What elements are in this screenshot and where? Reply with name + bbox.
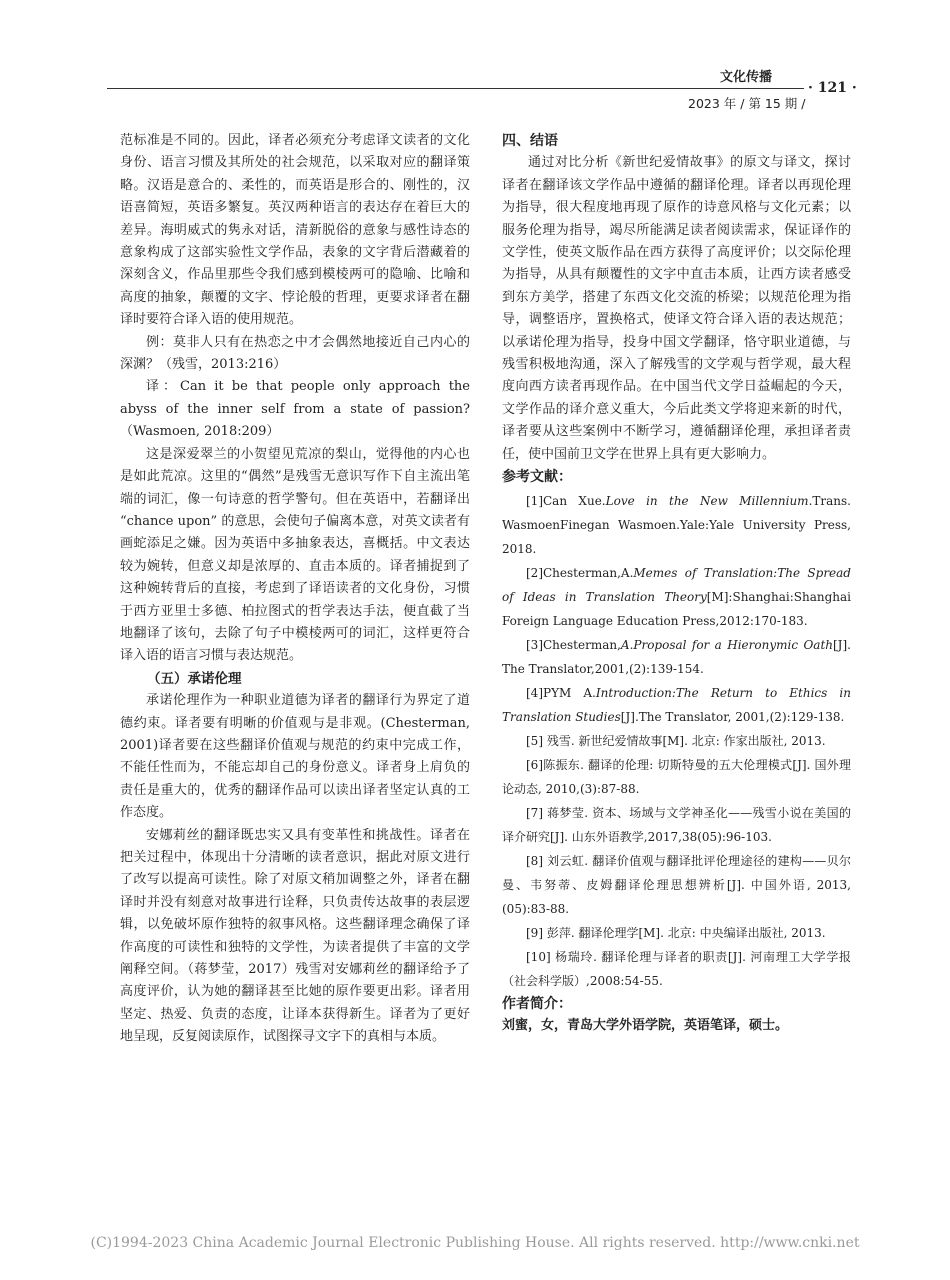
- reference-item: [10] 杨瑞玲. 翻译伦理与译者的职责[J]. 河南理工大学学报（社会科学版）,2008:54-55.: [502, 949, 851, 988]
- reference-item: [1]Can Xue.Love in the New Millennium.Trans. WasmoenFinegan Wasmoen.Yale:Yale University Press, 2018.: [502, 493, 851, 556]
- author-info: 刘蜜，女，青岛大学外语学院，英语笔译，硕士。: [502, 1017, 789, 1033]
- reference-item: [3]Chesterman,A.Proposal for a Hieronymic Oath[J]. The Translator,2001,(2):139-154.: [502, 637, 851, 676]
- reference-item: [8] 刘云虹. 翻译价值观与翻译批评伦理途径的建构——贝尔曼、韦努蒂、皮姆翻译伦理思想辨析[J]. 中国外语, 2013,(05):83-88.: [502, 853, 851, 916]
- reference-item: [7] 蒋梦莹. 资本、场域与文学神圣化——残雪小说在美国的译介研究[J]. 山东外语教学,2017,38(05):96-103.: [502, 805, 851, 844]
- subsection-heading: （五）承诺伦理: [147, 670, 242, 687]
- header-rule: [107, 88, 804, 89]
- reference-item: [2]Chesterman,A.Memes of Translation:The Spread of Ideas in Translation Theory[M]:Shanghai:Shanghai Foreign Language Education Press,2012:170-183.: [502, 565, 851, 628]
- reference-item: [5] 残雪. 新世纪爱情故事[M]. 北京: 作家出版社, 2013.: [526, 733, 826, 748]
- paragraph: 这是深爱翠兰的小贺望见荒凉的梨山，觉得他的内心也是如此荒凉。这里的“偶然”是残雪无意识写作下自主流出笔端的词汇，像一句诗意的哲学警句。但在英语中，若翻译出 “chance upon” 的意思，会使句子偏离本意，对英文读者有画蛇添足之嫌。因为英语中多抽象表达，喜概括。中文表达较为婉转，但意义却是浓厚的、直击本质的。译者捕捉到了这种婉转背后的直接，考虑到了译语读者的文化身份，习惯于西方亚里士多德、柏拉图式的哲学表达手法，便直截了当地翻译了该句，去除了句子中模棱两可的词汇，这样更符合译入语的语言习惯与表达规范。: [120, 446, 470, 664]
- issue-info: 2023 年 / 第 15 期 /: [688, 96, 806, 111]
- references-list: [502, 489, 851, 993]
- paragraph: 承诺伦理作为一种职业道德为译者的翻译行为界定了道德约束。译者要有明晰的价值观与是非观。(Chesterman, 2001)译者要在这些翻译价值观与规范的约束中完成工作，不能任性而为，不能忘却自己的身份意义。译者身上肩负的责任是重大的，优秀的翻译作品可以读出译者坚定认真的工作态度。: [120, 693, 470, 821]
- copyright-footer: (C)1994-2023 China Academic Journal Electronic Publishing House. All rights reserved. http://www.cnki.net: [90, 1235, 860, 1251]
- left-column: [120, 130, 470, 1049]
- section-heading: 四、结语: [502, 133, 558, 149]
- example-translation: 译：Can it be that people only approach the abyss of the inner self from a state of passion?（Wasmoen, 2018:209）: [120, 379, 470, 440]
- paragraph: 通过对比分析《新世纪爱情故事》的原文与译文，探讨译者在翻译该文学作品中遵循的翻译伦理。译者以再现伦理为指导，很大程度地再现了原作的诗意风格与文化元素；以服务伦理为指导，竭尽所能满足读者阅读需求，保证译作的文学性，使英文版作品在西方获得了高度评价；以交际伦理为指导，从具有颠覆性的文字中直击本质，让西方读者感受到东方美学，搭建了东西文化交流的桥梁；以规范伦理为指导，调整语序，置换格式，使译文符合译入语的表达规范；以承诺伦理为指导，投身中国文学翻译，恪守职业道德，与残雪积极地沟通，深入了解残雪的文学观与哲学观，最大程度向西方读者再现作品。在中国当代文学日益崛起的今天，文学作品的译介意义重大，今后此类文学将迎来新的时代，译者要从这些案例中不断学习，遵循翻译伦理，承担译者责任，使中国前卫文学在世界上具有更大影响力。: [502, 155, 851, 462]
- reference-item: [9] 彭萍. 翻译伦理学[M]. 北京: 中央编译出版社, 2013.: [526, 925, 826, 940]
- author-heading: 作者简介：: [502, 995, 572, 1012]
- right-column: [502, 130, 851, 1037]
- reference-item: [6]陈振东. 翻译的伦理: 切斯特曼的五大伦理模式[J]. 国外理论动态, 2010,(3):87-88.: [502, 757, 851, 796]
- paragraph: 安娜莉丝的翻译既忠实又具有变革性和挑战性。译者在把关过程中，体现出十分清晰的读者意识，据此对原文进行了改写以提高可读性。除了对原文稍加调整之外，译者在翻译时并没有刻意对故事进行诠释，只负责传达故事的表层逻辑，以免破坏原作独特的叙事风格。这些翻译理念确保了译作高度的可读性和独特的文学性，为读者提供了丰富的文学阐释空间。（蒋梦莹，2017）残雪对安娜莉丝的翻译给予了高度评价，认为她的翻译甚至比她的原作要更出彩。译者用坚定、热爱、负责的态度，让译本获得新生。译者为了更好地呈现，反复阅读原作，试图探寻文字下的真相与本质。: [120, 827, 470, 1045]
- references-heading: 参考文献：: [502, 469, 572, 486]
- journal-name: 文化传播: [720, 70, 773, 85]
- reference-item: [4]PYM A.Introduction:The Return to Ethics in Translation Studies[J].The Translator, 2001,(2):129-138.: [502, 685, 851, 724]
- page-number: · 121 ·: [808, 80, 857, 96]
- example-source: 例：莫非人只有在热恋之中才会偶然地接近自己内心的深渊？（残雪，2013:216）: [120, 334, 470, 373]
- paragraph: 范标准是不同的。因此，译者必须充分考虑译文读者的文化身份、语言习惯及其所处的社会规范，以采取对应的翻译策略。汉语是意合的、柔性的，而英语是形合的、刚性的，汉语喜简短，英语多繁复。英汉两种语言的表达存在着巨大的差异。海明威式的隽永对话，清新脱俗的意象与感性诗态的意象构成了这部实验性文学作品，表象的文字背后潜藏着的深刻含义，作品里那些令我们感到模棱两可的隐喻、比喻和高度的抽象，颠覆的文字、悖论般的哲理，更要求译者在翻译时要符合译入语的使用规范。: [120, 133, 470, 328]
